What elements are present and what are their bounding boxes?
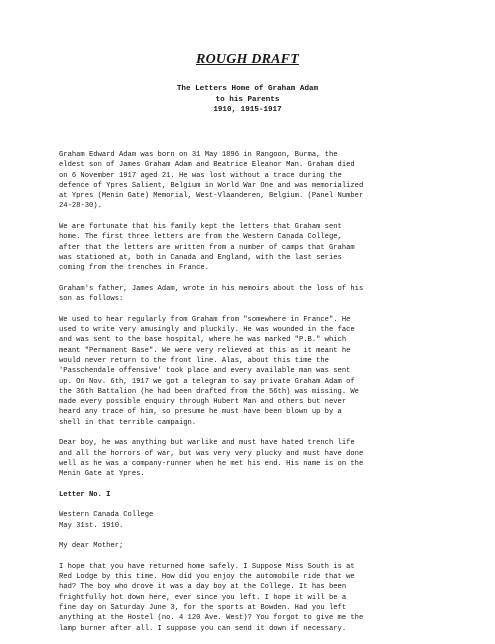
text-line: and was sent to the base hospital, where he was marked "P.B." which	[59, 336, 347, 345]
paragraph	[59, 150, 459, 212]
paragraph	[59, 562, 459, 634]
text-line: I hope that you have returned home safely. I Suppose Miss South is at	[59, 562, 355, 571]
text-line: 'Passchendale offensive' took place and every available man was sent	[59, 367, 351, 376]
text-line: home. The first three letters are from the Western Canada College,	[59, 233, 342, 242]
paragraph	[59, 284, 459, 305]
paragraph	[59, 510, 459, 531]
text-line: lamp burner after all. I suppose you can send it down if necessary.	[59, 624, 347, 633]
document-title: ROUGH DRAFT	[196, 52, 299, 67]
text-line: had? The boy who drove it was a day boy at the College. It has been	[59, 583, 347, 592]
text-line: Letter No. I	[59, 490, 111, 499]
text-line: My dear Mother;	[59, 542, 124, 551]
document-subtitle	[0, 84, 495, 116]
text-line: up. On Nov. 6th, 1917 we got a telegram to say private Graham Adam of	[59, 377, 355, 386]
paragraph	[59, 222, 459, 273]
text-line: 24-28-30).	[59, 202, 102, 211]
text-line: Graham Edward Adam was born on 31 May 1896 in Rangoon, Burma, the	[59, 151, 338, 159]
text-line: son as follows:	[59, 295, 124, 304]
text-line: May 31st. 1910.	[59, 521, 124, 530]
text-line: Red Lodge by this time. How did you enjoy the automobile ride that we	[59, 573, 355, 582]
text-line: anything at the Hostel (no. 4 120 Ave. West)? You forgot to give me the	[59, 614, 364, 623]
paragraph	[59, 438, 459, 479]
text-line: heard any trace of him, so presume he must have been blown up by a	[59, 408, 342, 417]
text-line: the 36th Battalion (he had been drafted from the 56th) was missing. We	[59, 387, 359, 396]
text-line: defence of Ypres Salient, Belgium in World War One and was memorialized	[59, 181, 364, 190]
text-line: coming from the trenches in France.	[59, 264, 209, 273]
subtitle-line: to his Parents	[215, 95, 280, 104]
text-line: shell in that terrible campaign.	[59, 418, 197, 427]
text-line: would never return to the front line. Alas, about this time the	[59, 356, 329, 365]
text-line: Dear boy, he was anything but warlike and must have hated trench life	[59, 439, 355, 448]
text-line: used to write very amusingly and pluckily. He was wounded in the face	[59, 326, 355, 335]
text-line: after that the letters are written from a number of camps that Graham	[59, 243, 355, 252]
text-line: Menin Gate at Ypres.	[59, 470, 145, 479]
letter-heading	[59, 490, 459, 500]
subtitle-line: The Letters Home of Graham Adam	[176, 85, 319, 93]
document-body	[59, 150, 459, 644]
text-line: We are fortunate that his family kept the letters that Graham sent	[59, 223, 342, 232]
text-line: well as he was a company-runner when he met his end. His name is on the	[59, 459, 364, 468]
text-line: and all the horrors of war, but was very very plucky and must have done	[59, 449, 364, 458]
text-line: fine day on Saturday June 3, for the sports at Bowden. Had you left	[59, 604, 347, 613]
text-line: meant "Permanent Base". We were very relieved at this as it meant he	[59, 346, 351, 355]
text-line: frightfully hot down here, ever since you left. I hope it will be a	[59, 593, 347, 602]
paragraph	[59, 315, 459, 428]
text-line: We used to hear regularly from Graham from "somewhere in France". He	[59, 315, 351, 324]
text-line: Western Canada College	[59, 511, 154, 520]
text-line: on 6 November 1917 aged 21. He was lost without a trace during the	[59, 171, 342, 180]
text-line: made every possible enquiry through Hubert Man and others but never	[59, 398, 347, 407]
text-line: at Ypres (Menin Gate) Memorial, West-Vlaanderen, Belgium. (Panel Number	[59, 192, 364, 201]
text-line: was stationed at, both in Canada and England, with the last series	[59, 253, 342, 262]
text-line: Graham's father, James Adam, wrote in his memoirs about the loss of his	[59, 284, 364, 293]
text-line: eldest son of James Graham Adam and Beatrice Eleanor Man. Graham died	[59, 161, 355, 170]
paragraph	[59, 541, 459, 551]
subtitle-line: 1910, 1915-1917	[213, 106, 282, 114]
